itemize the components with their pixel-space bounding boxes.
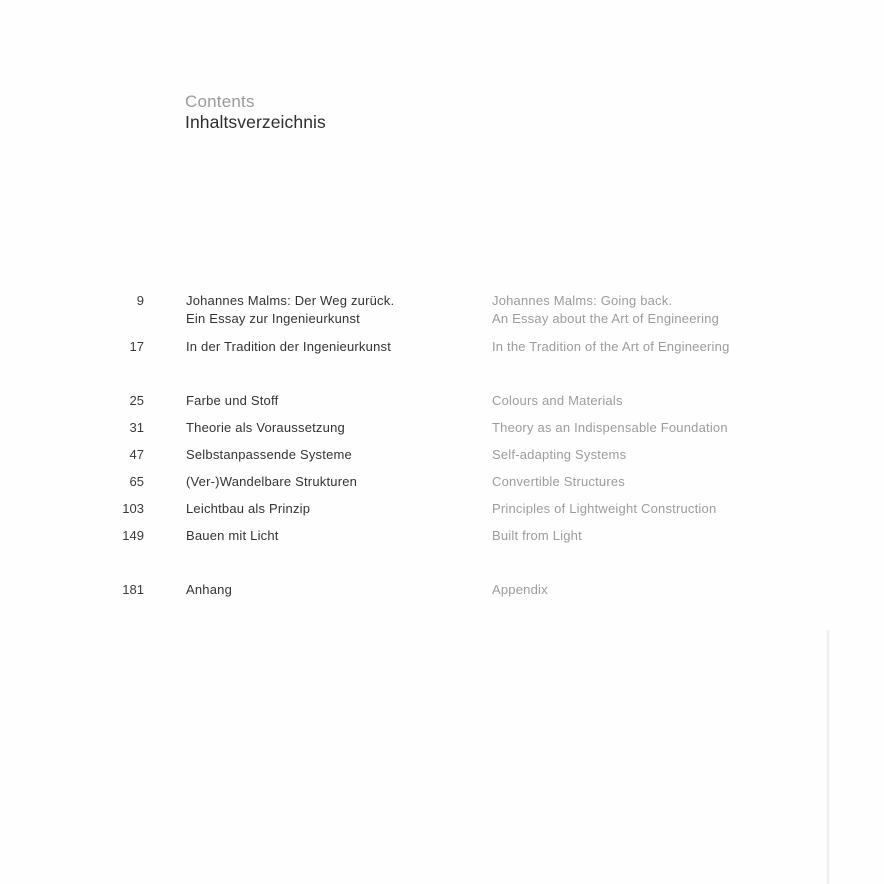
- title-german-entry: [186, 473, 476, 491]
- title-line: Bauen mit Licht: [186, 528, 279, 543]
- title-german-entry: [186, 338, 476, 356]
- title-line: (Ver-)Wandelbare Strukturen: [186, 474, 358, 489]
- title-english-entry: [492, 446, 812, 464]
- page-edge-shadow: [826, 630, 830, 884]
- title-german-entry: [186, 500, 476, 518]
- title-english-entry: [492, 292, 812, 328]
- page-number: 149: [122, 528, 144, 543]
- title-english-entry: [492, 581, 812, 599]
- title-line: In the Tradition of the Art of Engineering: [492, 339, 730, 354]
- title-english-entry: [492, 473, 812, 491]
- title-line: Appendix: [492, 582, 548, 597]
- title-english: Contents: [185, 92, 255, 111]
- title-line: Selbstanpassende Systeme: [186, 447, 352, 462]
- title-line: Colours and Materials: [492, 393, 623, 408]
- page-number: 9: [136, 293, 144, 308]
- title-german-entry: [186, 292, 476, 328]
- title-german-entry: [186, 392, 476, 410]
- page-number: 103: [122, 501, 144, 516]
- title-german-entry: [186, 419, 476, 437]
- title-line: In der Tradition der Ingenieurkunst: [186, 339, 392, 354]
- title-line: Theorie als Voraussetzung: [186, 420, 345, 435]
- page-number: 31: [129, 420, 144, 435]
- title-english-entry: [492, 338, 812, 356]
- title-line: Ein Essay zur Ingenieurkunst: [186, 311, 360, 326]
- title-german-entry: [186, 527, 476, 545]
- title-line: Johannes Malms: Going back.: [492, 293, 673, 308]
- title-german-entry: [186, 446, 476, 464]
- title-english-entry: [492, 392, 812, 410]
- contents-heading: [185, 92, 326, 132]
- title-line: Convertible Structures: [492, 474, 626, 489]
- title-english-entry: [492, 527, 812, 545]
- title-line: Farbe und Stoff: [186, 393, 279, 408]
- title-german: Inhaltsverzeichnis: [185, 112, 326, 132]
- page-number: 181: [122, 582, 144, 597]
- page-number: 17: [129, 339, 144, 354]
- title-line: Principles of Lightweight Construction: [492, 501, 717, 516]
- title-line: Theory as an Indispensable Foundation: [492, 420, 728, 435]
- title-line: Johannes Malms: Der Weg zurück.: [186, 293, 395, 308]
- page-number: 47: [129, 447, 144, 462]
- page-number: 65: [129, 474, 144, 489]
- title-line: Built from Light: [492, 528, 582, 543]
- title-line: An Essay about the Art of Engineering: [492, 311, 720, 326]
- title-german-entry: [186, 581, 476, 599]
- page-number: 25: [129, 393, 144, 408]
- title-english-entry: [492, 419, 812, 437]
- title-line: Anhang: [186, 582, 233, 597]
- title-line: Self-adapting Systems: [492, 447, 627, 462]
- title-line: Leichtbau als Prinzip: [186, 501, 311, 516]
- title-english-entry: [492, 500, 812, 518]
